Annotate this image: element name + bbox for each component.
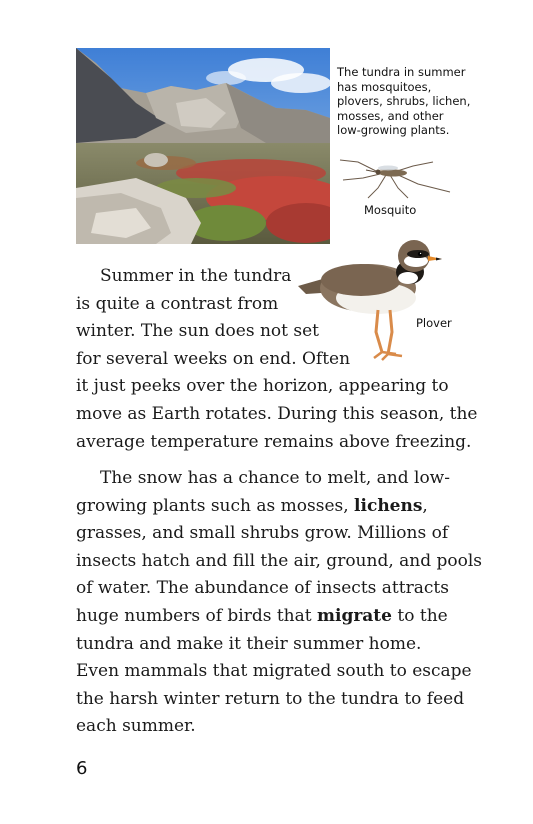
text-line: is quite a contrast from — [76, 293, 279, 314]
text-line — [76, 603, 476, 631]
text-line: of water. The abundance of insects attracts — [76, 578, 449, 599]
paragraph-summer — [76, 263, 476, 456]
text-line: for several weeks on end. Often — [76, 348, 351, 369]
page-number: 6 — [76, 758, 88, 779]
caption-line: mosses, and other — [337, 108, 444, 123]
text-segment: to the — [391, 605, 448, 626]
caption-line: low-growing plants. — [337, 123, 450, 137]
glossary-term-lichens: lichens — [354, 495, 423, 516]
caption-line: The tundra in summer — [337, 65, 466, 79]
photo-caption — [337, 65, 527, 138]
text-line: average temperature remains above freezing. — [76, 431, 472, 452]
text-line: grasses, and small shrubs grow. Millions of — [76, 523, 449, 544]
text-line: it just peeks over the horizon, appearing to — [76, 376, 449, 397]
text-segment: growing plants such as mosses, — [76, 495, 355, 516]
caption-line: has mosquitoes, — [337, 79, 432, 94]
text-segment: huge numbers of birds that — [76, 605, 317, 626]
text-line: each summer. — [76, 716, 196, 737]
text-line: winter. The sun does not set — [76, 321, 320, 342]
text-line: move as Earth rotates. During this season, the — [76, 403, 478, 424]
caption-line: plovers, shrubs, lichen, — [337, 94, 471, 108]
mosquito-image — [338, 158, 453, 200]
text-line — [76, 493, 476, 521]
text-line: The snow has a chance to melt, and low- — [100, 468, 450, 488]
tundra-photo — [76, 48, 330, 244]
paragraph-snow — [76, 465, 483, 741]
text-segment: , — [422, 495, 428, 516]
glossary-term-migrate: migrate — [317, 605, 392, 626]
text-line: Even mammals that migrated south to escape — [76, 661, 472, 682]
mosquito-label: Mosquito — [364, 203, 417, 217]
text-line: insects hatch and fill the air, ground, and pools — [76, 550, 483, 571]
plover-label: Plover — [416, 316, 452, 330]
text-line: the harsh winter return to the tundra to feed — [76, 688, 465, 709]
text-line: Summer in the tundra — [100, 266, 292, 286]
text-line: tundra and make it their summer home. — [76, 633, 422, 654]
